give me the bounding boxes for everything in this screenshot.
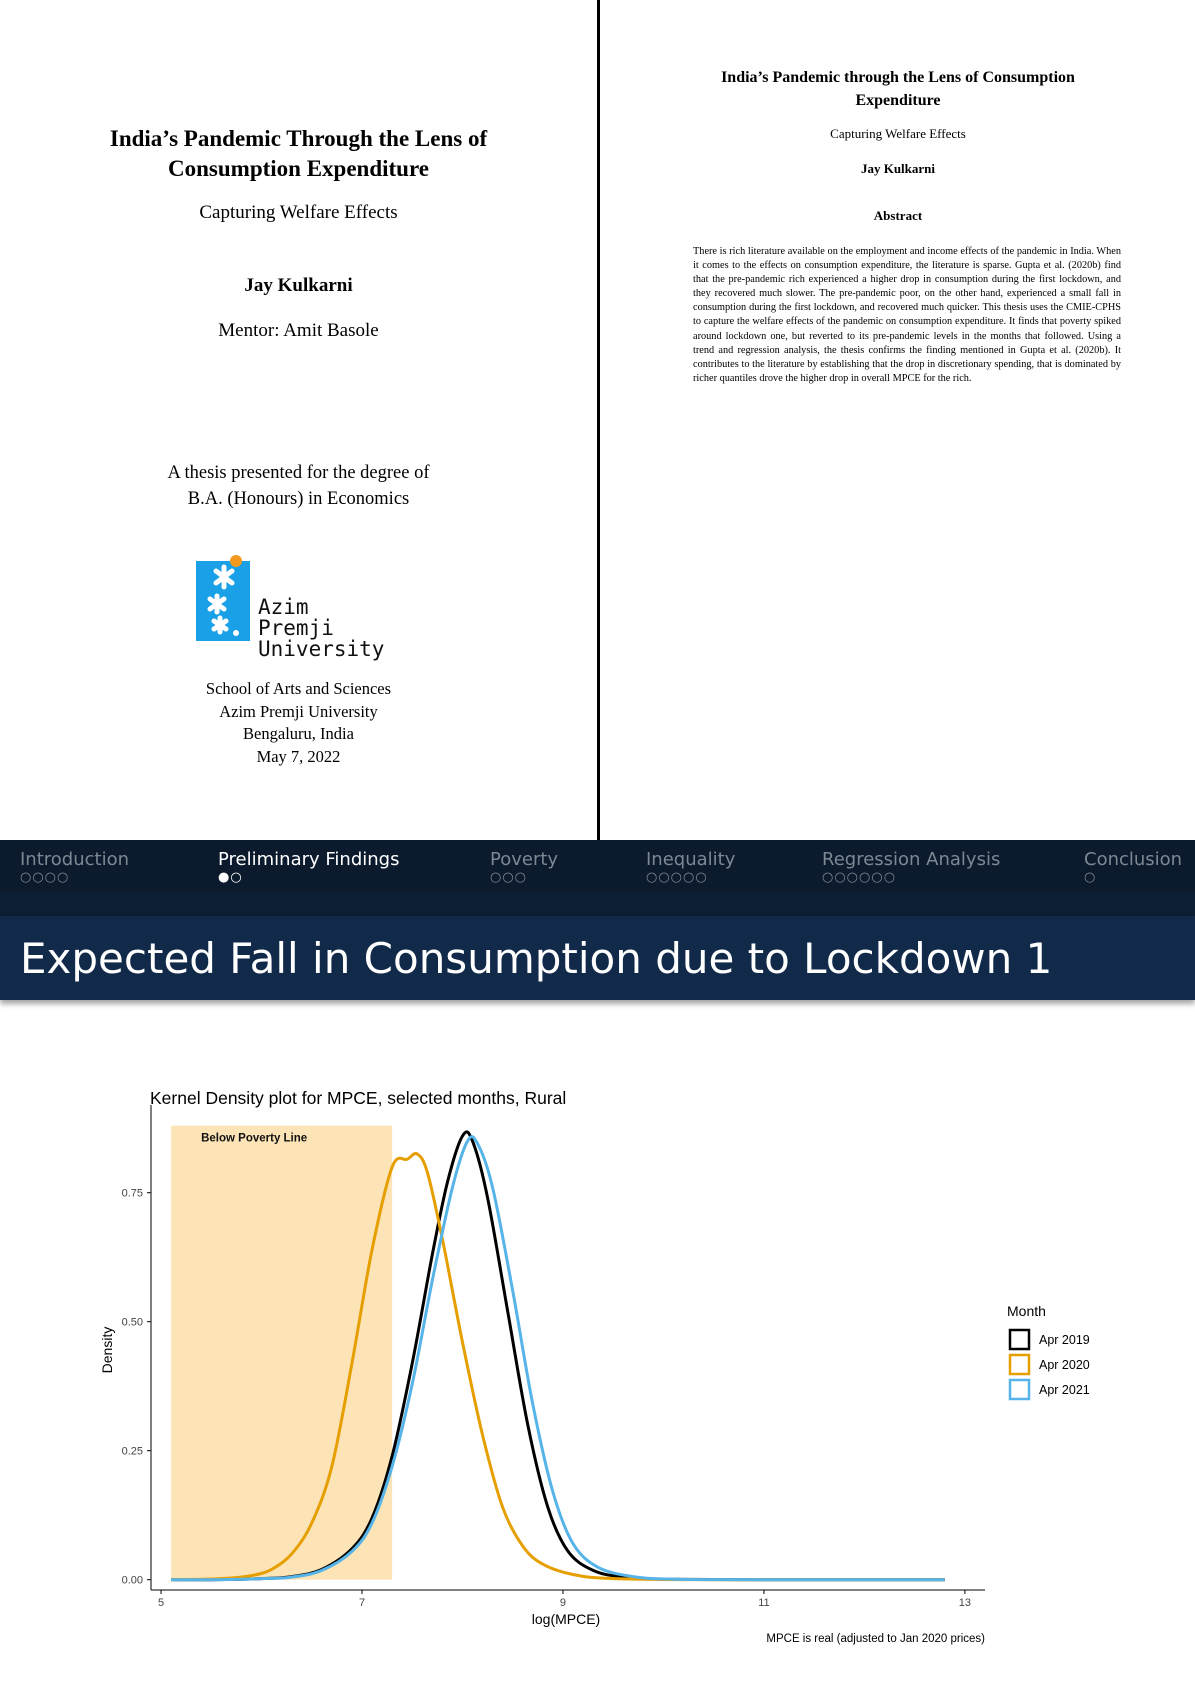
legend-key	[1010, 1380, 1029, 1399]
y-tick-label: 0.75	[121, 1187, 143, 1200]
thesis-subtitle: Capturing Welfare Effects	[199, 202, 398, 223]
poverty-line-label: Below Poverty Line	[201, 1132, 308, 1145]
y-ticks	[122, 1188, 151, 1587]
abstract-page-title	[601, 66, 1195, 112]
address-line3: Bengaluru, India	[243, 724, 354, 743]
y-tick-label: 0.50	[121, 1316, 143, 1329]
thesis-title-page	[0, 0, 597, 840]
thesis-title	[0, 124, 597, 184]
nav-dots[interactable]: ○○○	[490, 870, 528, 885]
section-navigation	[0, 840, 1195, 892]
y-tick-label: 0.25	[121, 1445, 143, 1458]
legend-label: Apr 2021	[1039, 1383, 1090, 1397]
kernel-density-chart	[0, 1000, 1195, 1676]
nav-introduction[interactable]	[20, 850, 129, 886]
y-tick-label: 0.00	[121, 1574, 143, 1587]
abstract-text: There is rich literature available on the employment and income effects of the pandemic in India. When it comes to the effects on consumption expenditure, the literature is sparse. Gupta et al. (2020b) find that the pre-pandemic rich experienced a higher drop in consumption during the first lockdown, and they recovered much slower. The pre-pandemic poor, on the other hand, experienced a small fall in consumption during the first lockdown, and recovered much quicker. This thesis uses the CMIE-CPHS to capture the welfare effects of the pandemic on consumption expenditure. It finds that poverty spiked around lockdown one, but reverted to its pre-pandemic levels in the months that followed. Using a trend and regression analysis, the thesis confirms the finding mentioned in Gupta et al. (2020b). It contributes to the literature by establishing that the drop in discretionary spending, that is dominated by richer quantiles drove the higher drop in overall MPCE for the rich.	[693, 246, 1121, 384]
address-line1: School of Arts and Sciences	[205, 679, 392, 698]
nav-label: Regression Analysis	[822, 849, 1001, 870]
poverty-line-region	[171, 1126, 392, 1580]
x-tick-label: 5	[157, 1597, 165, 1609]
nav-label: Preliminary Findings	[218, 849, 400, 870]
abstract-title-line2: Expenditure	[855, 92, 941, 109]
x-ticks	[158, 1590, 971, 1609]
legend-key	[1010, 1355, 1029, 1374]
nav-conclusion[interactable]	[1084, 850, 1182, 886]
thesis-degree-line2: B.A. (Honours) in Economics	[187, 489, 410, 509]
nav-label: Inequality	[646, 849, 736, 870]
legend-key	[1010, 1330, 1029, 1349]
university-logo-icon	[196, 555, 256, 645]
nav-label: Poverty	[490, 849, 559, 870]
abstract-page	[601, 0, 1195, 840]
abstract-heading: Abstract	[873, 208, 923, 223]
x-tick-label: 13	[958, 1597, 972, 1609]
university-logo-text	[258, 597, 396, 660]
nav-dots[interactable]: ○	[1084, 870, 1097, 885]
x-tick-label: 11	[758, 1597, 770, 1609]
y-axis-label: Density	[99, 1326, 115, 1374]
slide-title: Expected Fall in Consumption due to Lockdown 1	[20, 934, 1053, 983]
abstract-page-subtitle: Capturing Welfare Effects	[830, 126, 966, 141]
nav-dots[interactable]: ●○	[218, 870, 243, 885]
logo-line2: University	[258, 637, 385, 661]
page-divider	[597, 0, 600, 840]
thesis-degree-line1: A thesis presented for the degree of	[167, 463, 430, 483]
nav-label: Introduction	[20, 849, 130, 870]
x-axis-label: log(MPCE)	[531, 1611, 601, 1627]
logo-line1: Azim Premji	[258, 595, 334, 640]
nav-preliminary-findings[interactable]	[218, 850, 399, 886]
x-tick-label: 7	[358, 1597, 366, 1609]
address-line2: Azim Premji University	[219, 701, 378, 721]
thesis-author: Jay Kulkarni	[244, 275, 353, 296]
thesis-title-line2: Consumption Expenditure	[168, 156, 429, 181]
x-tick-label: 9	[559, 1597, 567, 1609]
thesis-degree	[0, 460, 597, 512]
nav-dots[interactable]: ○○○○	[20, 870, 70, 885]
header-band	[0, 892, 1195, 916]
abstract-page-author: Jay Kulkarni	[860, 161, 936, 176]
thesis-address	[0, 678, 597, 768]
thesis-mentor: Mentor: Amit Basole	[218, 320, 379, 341]
thesis-title-line1: India’s Pandemic Through the Lens of	[109, 126, 488, 151]
nav-label: Conclusion	[1084, 849, 1183, 870]
chart-caption: MPCE is real (adjusted to Jan 2020 prices)	[766, 1633, 985, 1645]
address-line4: May 7, 2022	[256, 746, 341, 766]
legend-label: Apr 2020	[1039, 1358, 1090, 1372]
chart-legend	[1010, 1330, 1090, 1399]
slide-title-bar	[0, 916, 1195, 1000]
chart-title: Kernel Density plot for MPCE, selected months, Rural	[150, 1088, 567, 1108]
legend-label: Apr 2019	[1039, 1333, 1090, 1347]
nav-inequality[interactable]	[646, 850, 735, 886]
nav-dots[interactable]: ○○○○○	[646, 870, 708, 885]
abstract-title-line1: India’s Pandemic through the Lens of Consumption	[721, 69, 1075, 86]
chart-canvas	[0, 1000, 1195, 1676]
university-logo	[196, 555, 396, 661]
nav-dots[interactable]: ○○○○○○	[822, 870, 897, 885]
legend-title: Month	[1007, 1303, 1046, 1319]
nav-regression-analysis[interactable]	[822, 850, 1000, 886]
nav-poverty[interactable]	[490, 850, 558, 886]
